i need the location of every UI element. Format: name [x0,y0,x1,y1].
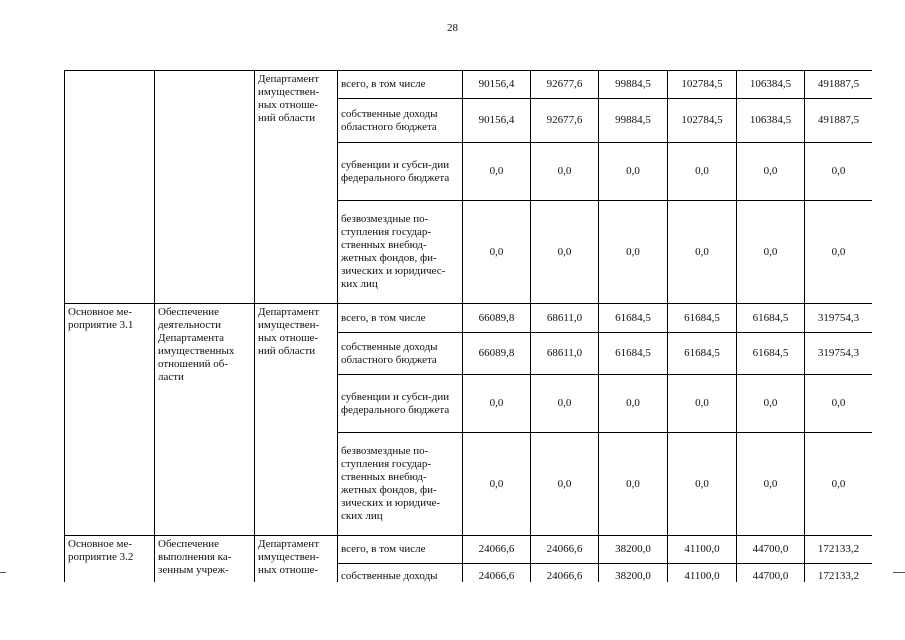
table-row [65,536,873,564]
amount-cell: 44700,0 [737,536,805,564]
amount-cell: 0,0 [599,375,668,433]
amount-cell: 61684,5 [737,304,805,333]
amount-cell: 319754,3 [805,304,873,333]
page-number: 28 [447,22,458,34]
amount-cell: 491887,5 [805,71,873,99]
amount-cell: 102784,5 [668,99,737,143]
amount-cell: 61684,5 [737,333,805,375]
amount-cell: 0,0 [599,201,668,304]
funding-source-cell: собственные доходы областного бюджета [338,99,463,143]
amount-cell: 38200,0 [599,564,668,583]
scan-edge-mark-left [0,572,6,573]
funding-source-cell: субвенции и субси-дии федерального бюджета [338,375,463,433]
amount-cell: 172133,2 [805,564,873,583]
amount-cell: 99884,5 [599,71,668,99]
funding-source-cell: безвозмездные по-ступления государ-ственных внебюд-жетных фондов, фи-зических и юридиче-ских лиц [338,433,463,536]
amount-cell: 0,0 [737,433,805,536]
amount-cell: 0,0 [599,143,668,201]
amount-cell: 0,0 [805,201,873,304]
budget-table-body [65,71,873,583]
amount-cell: 491887,5 [805,99,873,143]
amount-cell: 92677,6 [531,99,599,143]
amount-cell: 61684,5 [668,333,737,375]
amount-cell: 0,0 [805,143,873,201]
amount-cell: 68611,0 [531,333,599,375]
measure-name-cell: Обеспечение деятельности Департамента имущественных отношений об-ласти [155,304,255,536]
amount-cell: 0,0 [668,433,737,536]
table-row [65,71,873,99]
funding-source-cell: всего, в том числе [338,304,463,333]
amount-cell: 68611,0 [531,304,599,333]
executor-cell: Департамент имуществен-ных отноше-ний области [255,304,338,536]
amount-cell: 0,0 [531,201,599,304]
amount-cell: 41100,0 [668,536,737,564]
amount-cell: 0,0 [463,143,531,201]
amount-cell: 0,0 [531,143,599,201]
funding-source-cell: собственные доходы областного бюджета [338,333,463,375]
funding-source-cell: безвозмездные по-ступления государ-ственных внебюд-жетных фондов, фи-зических и юридичес-ких лиц [338,201,463,304]
funding-source-cell: собственные доходы [338,564,463,583]
amount-cell: 24066,6 [463,564,531,583]
amount-cell: 0,0 [668,143,737,201]
amount-cell: 66089,8 [463,333,531,375]
amount-cell: 44700,0 [737,564,805,583]
amount-cell: 0,0 [737,201,805,304]
scan-edge-mark-right [893,572,905,573]
amount-cell: 38200,0 [599,536,668,564]
measure-name-cell: Обеспечение выполнения ка-зенным учреж- [155,536,255,583]
measure-cell [65,71,155,304]
amount-cell: 61684,5 [599,333,668,375]
executor-cell: Департамент имуществен-ных отноше-ний области [255,71,338,304]
table-row [65,304,873,333]
amount-cell: 0,0 [463,375,531,433]
amount-cell: 0,0 [737,375,805,433]
amount-cell: 319754,3 [805,333,873,375]
funding-source-cell: субвенции и субси-дии федерального бюджета [338,143,463,201]
budget-table [64,70,872,582]
funding-source-cell: всего, в том числе [338,71,463,99]
amount-cell: 0,0 [805,375,873,433]
measure-cell: Основное ме-роприятие 3.2 [65,536,155,583]
amount-cell: 0,0 [531,433,599,536]
amount-cell: 0,0 [531,375,599,433]
amount-cell: 172133,2 [805,536,873,564]
measure-cell: Основное ме-роприятие 3.1 [65,304,155,536]
amount-cell: 24066,6 [531,564,599,583]
amount-cell: 24066,6 [463,536,531,564]
amount-cell: 92677,6 [531,71,599,99]
amount-cell: 61684,5 [599,304,668,333]
amount-cell: 90156,4 [463,99,531,143]
amount-cell: 106384,5 [737,71,805,99]
amount-cell: 41100,0 [668,564,737,583]
amount-cell: 24066,6 [531,536,599,564]
budget-table-wrapper [64,70,872,582]
amount-cell: 0,0 [668,375,737,433]
amount-cell: 0,0 [805,433,873,536]
amount-cell: 102784,5 [668,71,737,99]
amount-cell: 106384,5 [737,99,805,143]
amount-cell: 0,0 [463,201,531,304]
amount-cell: 66089,8 [463,304,531,333]
amount-cell: 61684,5 [668,304,737,333]
amount-cell: 99884,5 [599,99,668,143]
amount-cell: 0,0 [737,143,805,201]
amount-cell: 0,0 [463,433,531,536]
executor-cell: Департамент имуществен-ных отноше- [255,536,338,583]
amount-cell: 0,0 [668,201,737,304]
amount-cell: 90156,4 [463,71,531,99]
measure-name-cell [155,71,255,304]
funding-source-cell: всего, в том числе [338,536,463,564]
amount-cell: 0,0 [599,433,668,536]
